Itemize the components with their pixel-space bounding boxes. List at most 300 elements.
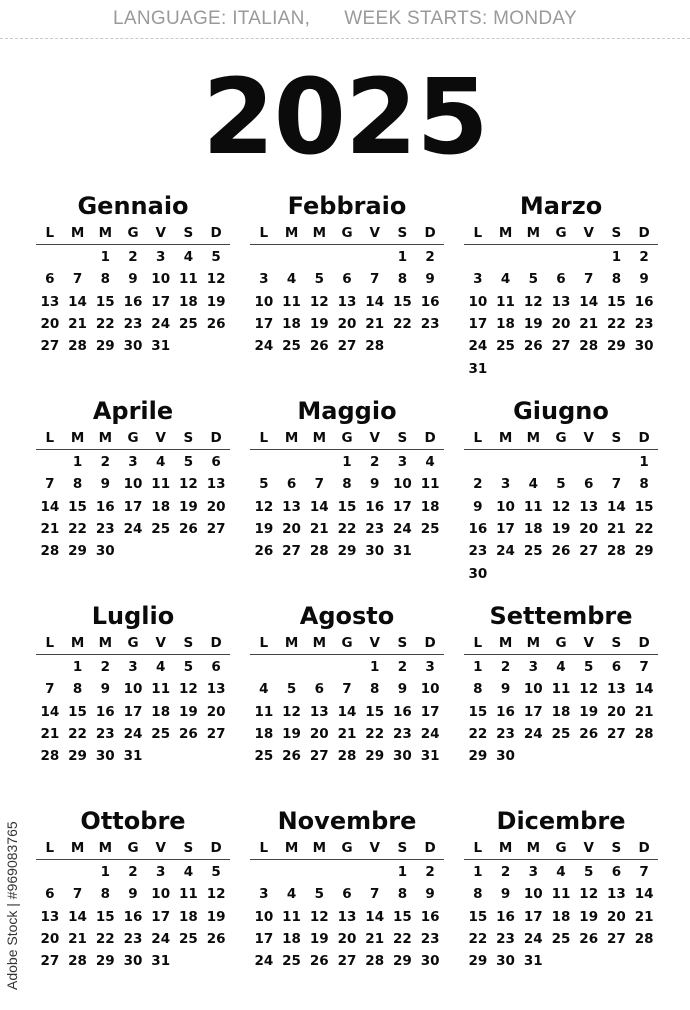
day-cell: 5: [584, 659, 594, 676]
day-cell: 26: [551, 543, 571, 560]
day-cell: 6: [342, 271, 352, 288]
month-name: Agosto: [299, 602, 395, 630]
day-cell: 27: [309, 748, 329, 765]
day-cell: 8: [72, 476, 83, 493]
day-cell: 22: [393, 316, 412, 333]
day-cell: 7: [584, 271, 594, 288]
month-block: [250, 600, 444, 805]
day-cell: 5: [183, 454, 194, 471]
day-cell: 17: [254, 316, 274, 333]
day-cell: 14: [68, 908, 87, 925]
day-cell: 10: [420, 681, 440, 698]
weekday-label: M: [312, 635, 326, 651]
day-cell: 24: [254, 953, 274, 970]
weekday-label: D: [424, 225, 436, 241]
weekday-label: S: [611, 840, 622, 856]
month-name: Dicembre: [496, 807, 626, 835]
month-name: Luglio: [91, 602, 175, 630]
day-cell: 15: [365, 703, 385, 720]
day-cell: 6: [556, 271, 566, 288]
day-cell: 17: [151, 908, 171, 925]
weekday-label: M: [98, 225, 112, 241]
day-cell: 25: [551, 726, 571, 743]
month-name: Ottobre: [80, 807, 186, 835]
day-cell: 1: [473, 864, 483, 881]
day-cell: 31: [151, 953, 171, 970]
day-cell: 17: [468, 316, 488, 333]
weekday-label: M: [498, 840, 513, 856]
day-cell: 30: [393, 748, 412, 765]
day-cell: 26: [309, 338, 329, 355]
month-block: [464, 395, 658, 600]
day-cell: 16: [393, 703, 412, 720]
month-name: Febbraio: [287, 192, 407, 220]
day-cell: 31: [151, 338, 171, 355]
day-cell: 22: [68, 521, 87, 538]
month-name: Novembre: [277, 807, 417, 835]
day-grid: [36, 861, 230, 972]
day-cell: 13: [282, 498, 301, 515]
day-cell: 13: [551, 293, 571, 310]
day-cell: 10: [468, 293, 488, 310]
weekday-label: V: [155, 225, 166, 241]
day-cell: 19: [179, 703, 198, 720]
month-block: [36, 395, 230, 600]
day-cell: 12: [523, 293, 543, 310]
day-cell: 6: [584, 476, 594, 493]
day-cell: 11: [282, 293, 301, 310]
day-cell: 5: [211, 249, 221, 266]
day-cell: 2: [128, 864, 138, 881]
day-cell: 8: [72, 681, 83, 698]
weekday-label: S: [183, 430, 194, 446]
day-cell: 1: [473, 659, 483, 676]
weekday-label: M: [312, 840, 326, 856]
month-block: [464, 190, 658, 395]
day-cell: 21: [634, 908, 654, 925]
day-cell: 24: [523, 931, 543, 948]
weekday-label: M: [70, 430, 85, 446]
weekday-label: G: [341, 840, 353, 856]
weekday-label: M: [284, 635, 299, 651]
day-cell: 6: [611, 864, 622, 881]
month-block: [250, 190, 444, 395]
day-cell: 21: [634, 703, 654, 720]
day-cell: 21: [68, 316, 87, 333]
day-cell: 10: [523, 681, 543, 698]
day-cell: 28: [365, 338, 385, 355]
day-cell: 3: [156, 864, 166, 881]
month-name: Maggio: [297, 397, 397, 425]
day-cell: 15: [634, 498, 654, 515]
day-cell: 16: [420, 293, 440, 310]
day-cell: 6: [611, 659, 622, 676]
day-cell: 17: [420, 703, 440, 720]
day-cell: 18: [282, 931, 301, 948]
day-cell: 5: [286, 681, 297, 698]
day-cell: 26: [579, 931, 599, 948]
day-cell: 23: [95, 726, 115, 743]
day-cell: 3: [128, 659, 138, 676]
day-cell: 20: [206, 498, 226, 515]
day-cell: 4: [259, 681, 269, 698]
weekday-label: S: [397, 225, 408, 241]
day-cell: 26: [309, 953, 329, 970]
day-cell: 25: [282, 338, 301, 355]
day-cell: 26: [206, 931, 226, 948]
weekday-label: G: [555, 635, 567, 651]
day-cell: 3: [128, 454, 138, 471]
day-cell: 4: [500, 271, 511, 288]
day-cell: 11: [151, 476, 171, 493]
day-cell: 10: [123, 476, 143, 493]
day-cell: 3: [259, 271, 269, 288]
weekday-header: [464, 427, 658, 450]
day-cell: 4: [286, 271, 297, 288]
day-cell: 16: [468, 521, 488, 538]
day-cell: 28: [68, 338, 87, 355]
day-cell: 18: [151, 498, 171, 515]
day-cell: 12: [551, 498, 571, 515]
month-name: Giugno: [513, 397, 609, 425]
day-cell: 25: [151, 726, 171, 743]
day-cell: 30: [365, 543, 385, 560]
day-cell: 14: [309, 498, 329, 515]
year-title: 2025: [202, 56, 488, 178]
day-grid: [464, 246, 658, 380]
day-cell: 4: [528, 476, 538, 493]
day-cell: 8: [100, 886, 110, 903]
day-cell: 25: [179, 316, 198, 333]
day-cell: 9: [100, 681, 110, 698]
day-cell: 2: [128, 249, 138, 266]
day-cell: 20: [309, 726, 329, 743]
day-cell: 30: [468, 565, 488, 582]
weekday-label: V: [369, 840, 380, 856]
day-cell: 10: [151, 886, 171, 903]
weekday-label: V: [369, 635, 380, 651]
weekday-label: D: [638, 635, 650, 651]
day-cell: 27: [206, 726, 226, 743]
day-cell: 25: [420, 521, 440, 538]
day-cell: 31: [468, 360, 488, 377]
day-cell: 28: [40, 543, 60, 560]
day-cell: 9: [639, 271, 649, 288]
day-cell: 24: [254, 338, 274, 355]
weekday-label: D: [210, 840, 222, 856]
weekday-label: G: [127, 635, 139, 651]
day-cell: 19: [206, 293, 226, 310]
day-cell: 4: [286, 886, 297, 903]
day-cell: 27: [579, 543, 599, 560]
day-cell: 5: [556, 476, 566, 493]
day-cell: 3: [500, 476, 511, 493]
weekday-label: D: [638, 225, 650, 241]
day-cell: 26: [282, 748, 301, 765]
weekday-header: [36, 427, 230, 450]
day-cell: 27: [40, 953, 60, 970]
day-cell: 14: [40, 498, 60, 515]
weekday-header: [250, 427, 444, 450]
weekday-label: D: [210, 635, 222, 651]
day-cell: 16: [123, 293, 143, 310]
weekday-label: V: [583, 430, 594, 446]
day-cell: 11: [551, 681, 571, 698]
day-grid: [250, 861, 444, 972]
day-cell: 23: [468, 543, 488, 560]
day-cell: 4: [556, 864, 566, 881]
day-cell: 3: [156, 249, 166, 266]
day-cell: 14: [634, 681, 654, 698]
day-cell: 9: [425, 271, 435, 288]
weekday-label: L: [259, 430, 269, 446]
day-cell: 30: [496, 953, 515, 970]
day-cell: 21: [40, 726, 60, 743]
day-cell: 3: [397, 454, 408, 471]
day-cell: 10: [523, 886, 543, 903]
day-grid: [36, 656, 230, 767]
day-cell: 21: [365, 316, 385, 333]
day-cell: 1: [72, 659, 83, 676]
weekday-label: S: [397, 635, 408, 651]
day-cell: 12: [579, 681, 599, 698]
day-cell: 19: [309, 316, 329, 333]
day-cell: 29: [68, 748, 87, 765]
day-grid: [464, 861, 658, 972]
day-cell: 19: [551, 521, 571, 538]
day-cell: 27: [40, 338, 60, 355]
day-cell: 22: [607, 316, 626, 333]
day-cell: 20: [40, 316, 60, 333]
day-cell: 3: [528, 659, 538, 676]
weekday-label: M: [526, 225, 540, 241]
day-cell: 17: [523, 908, 543, 925]
day-cell: 24: [496, 543, 515, 560]
weekday-header: [464, 222, 658, 245]
day-cell: 2: [100, 454, 110, 471]
day-cell: 27: [282, 543, 301, 560]
weekday-label: M: [284, 225, 299, 241]
weekday-label: M: [284, 840, 299, 856]
day-cell: 5: [259, 476, 269, 493]
day-cell: 20: [206, 703, 226, 720]
day-cell: 19: [179, 498, 198, 515]
weekday-label: M: [498, 635, 513, 651]
day-cell: 12: [206, 886, 226, 903]
day-cell: 23: [95, 521, 115, 538]
day-cell: 22: [95, 316, 115, 333]
day-cell: 12: [179, 681, 198, 698]
day-cell: 27: [607, 726, 626, 743]
day-cell: 25: [523, 543, 543, 560]
day-cell: 23: [420, 316, 440, 333]
weekday-label: D: [424, 430, 436, 446]
weekday-label: S: [611, 225, 622, 241]
weekday-label: V: [369, 430, 380, 446]
weekday-label: M: [70, 225, 85, 241]
day-cell: 4: [183, 249, 194, 266]
day-cell: 3: [473, 271, 483, 288]
day-cell: 14: [337, 703, 357, 720]
day-cell: 2: [639, 249, 649, 266]
weekday-label: L: [45, 225, 55, 241]
day-cell: 29: [607, 338, 626, 355]
day-cell: 2: [500, 659, 511, 676]
day-cell: 27: [607, 931, 626, 948]
day-cell: 9: [500, 886, 511, 903]
day-cell: 19: [523, 316, 543, 333]
day-cell: 22: [468, 931, 488, 948]
day-cell: 2: [370, 454, 380, 471]
day-cell: 15: [68, 498, 87, 515]
day-cell: 20: [282, 521, 301, 538]
day-cell: 10: [393, 476, 412, 493]
day-cell: 2: [500, 864, 511, 881]
weekday-header: [36, 632, 230, 655]
header-divider: [0, 38, 690, 39]
day-cell: 2: [473, 476, 483, 493]
day-cell: 4: [156, 659, 166, 676]
day-cell: 17: [254, 931, 274, 948]
day-cell: 6: [211, 659, 221, 676]
day-cell: 30: [634, 338, 654, 355]
day-cell: 30: [496, 748, 515, 765]
day-cell: 29: [468, 953, 488, 970]
day-cell: 18: [282, 316, 301, 333]
weekday-label: G: [127, 225, 139, 241]
day-cell: 2: [425, 249, 435, 266]
day-cell: 29: [337, 543, 357, 560]
day-cell: 1: [611, 249, 622, 266]
day-cell: 14: [634, 886, 654, 903]
day-cell: 10: [151, 271, 171, 288]
day-cell: 1: [100, 249, 110, 266]
day-cell: 15: [95, 293, 115, 310]
day-cell: 14: [40, 703, 60, 720]
day-grid: [250, 246, 444, 357]
day-cell: 7: [72, 271, 83, 288]
weekday-label: M: [312, 430, 326, 446]
day-cell: 7: [45, 681, 55, 698]
day-cell: 7: [639, 864, 649, 881]
weekday-label: G: [555, 840, 567, 856]
day-cell: 19: [282, 726, 301, 743]
day-cell: 11: [282, 908, 301, 925]
weekday-header: [36, 837, 230, 860]
day-cell: 18: [523, 521, 543, 538]
weekday-label: V: [155, 430, 166, 446]
day-cell: 13: [337, 293, 357, 310]
day-cell: 29: [634, 543, 654, 560]
day-cell: 26: [523, 338, 543, 355]
day-cell: 21: [40, 521, 60, 538]
day-cell: 12: [282, 703, 301, 720]
day-cell: 14: [365, 908, 385, 925]
day-cell: 14: [365, 293, 385, 310]
weekday-label: M: [70, 635, 85, 651]
day-cell: 17: [151, 293, 171, 310]
day-cell: 6: [45, 886, 55, 903]
day-cell: 2: [397, 659, 408, 676]
day-cell: 12: [254, 498, 274, 515]
day-cell: 23: [123, 316, 143, 333]
day-cell: 13: [206, 681, 226, 698]
day-cell: 25: [179, 931, 198, 948]
day-cell: 29: [68, 543, 87, 560]
day-cell: 23: [365, 521, 385, 538]
weekday-label: G: [555, 225, 567, 241]
day-cell: 10: [254, 293, 274, 310]
day-cell: 11: [551, 886, 571, 903]
day-cell: 18: [551, 703, 571, 720]
day-cell: 15: [337, 498, 357, 515]
day-cell: 20: [551, 316, 571, 333]
day-cell: 16: [496, 703, 515, 720]
day-cell: 15: [468, 703, 488, 720]
day-cell: 10: [254, 908, 274, 925]
weekday-label: D: [424, 635, 436, 651]
day-cell: 20: [607, 908, 626, 925]
day-cell: 1: [639, 454, 649, 471]
day-cell: 19: [579, 908, 599, 925]
day-cell: 21: [337, 726, 357, 743]
day-cell: 8: [100, 271, 110, 288]
day-cell: 8: [473, 681, 483, 698]
day-cell: 6: [211, 454, 221, 471]
day-cell: 28: [607, 543, 626, 560]
weekday-label: V: [583, 635, 594, 651]
day-cell: 18: [551, 908, 571, 925]
day-cell: 12: [579, 886, 599, 903]
day-cell: 27: [551, 338, 571, 355]
day-cell: 7: [370, 271, 380, 288]
weekday-header: [250, 837, 444, 860]
day-cell: 11: [420, 476, 440, 493]
day-cell: 9: [397, 681, 408, 698]
weekday-label: G: [127, 430, 139, 446]
day-cell: 9: [425, 886, 435, 903]
day-cell: 15: [468, 908, 488, 925]
day-cell: 1: [370, 659, 380, 676]
day-cell: 13: [309, 703, 329, 720]
day-cell: 28: [634, 726, 654, 743]
day-cell: 17: [123, 498, 143, 515]
day-cell: 29: [365, 748, 385, 765]
weekday-label: L: [259, 635, 269, 651]
day-cell: 16: [95, 498, 115, 515]
weekday-label: L: [45, 635, 55, 651]
day-grid: [464, 451, 658, 585]
weekday-label: M: [498, 225, 513, 241]
day-cell: 23: [634, 316, 654, 333]
day-cell: 18: [179, 908, 198, 925]
day-cell: 9: [128, 271, 138, 288]
month-block: [36, 805, 230, 1010]
day-cell: 7: [342, 681, 352, 698]
day-cell: 27: [337, 953, 357, 970]
weekday-label: S: [183, 225, 194, 241]
day-cell: 24: [393, 521, 412, 538]
day-cell: 1: [100, 864, 110, 881]
day-cell: 11: [254, 703, 274, 720]
day-cell: 1: [397, 249, 408, 266]
day-cell: 28: [634, 931, 654, 948]
day-cell: 23: [393, 726, 412, 743]
weekday-label: M: [312, 225, 326, 241]
day-cell: 3: [259, 886, 269, 903]
weekday-label: D: [638, 430, 650, 446]
day-cell: 21: [309, 521, 329, 538]
